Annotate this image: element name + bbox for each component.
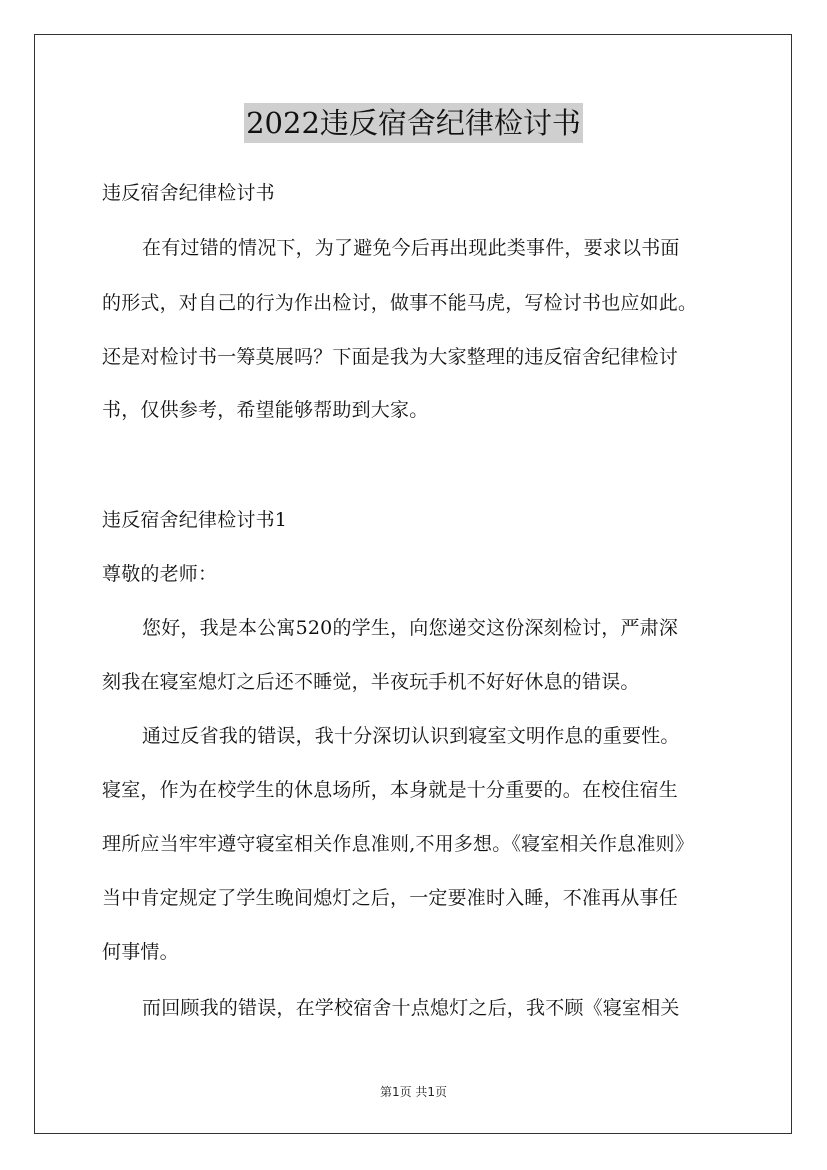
paragraph-line: 当中肯定规定了学生晚间熄灯之后，一定要准时入睡，不准再从事任 — [102, 887, 679, 909]
paragraph-line: 通过反省我的错误，我十分深切认识到寝室文明作息的重要性。 — [142, 725, 680, 747]
paragraph-line: 寝室，作为在校学生的休息场所，本身就是十分重要的。在校住宿生 — [102, 779, 679, 801]
paragraph-line: 在有过错的情况下，为了避免今后再出现此类事件，要求以书面 — [142, 237, 680, 259]
section-heading: 违反宿舍纪律检讨书1 — [102, 509, 288, 531]
page-footer: 第1页 共1页 — [379, 1085, 448, 1099]
document-title: 2022违反宿舍纪律检讨书 — [244, 103, 583, 143]
paragraph-line: 何事情。 — [102, 941, 179, 963]
paragraph-line: 理所应当牢牢遵守寝室相关作息准则,不用多想。《寝室相关作息准则》 — [102, 833, 694, 855]
section-heading: 违反宿舍纪律检讨书 — [102, 182, 275, 204]
paragraph-line: 书，仅供参考，希望能够帮助到大家。 — [102, 399, 429, 421]
paragraph-line: 还是对检讨书一筹莫展吗？下面是我为大家整理的违反宿舍纪律检讨 — [102, 346, 679, 368]
salutation: 尊敬的老师： — [102, 563, 218, 585]
paragraph-line: 您好，我是本公寓520的学生，向您递交这份深刻检讨，严肃深 — [142, 617, 679, 639]
title-container — [0, 103, 827, 143]
paragraph-line: 的形式，对自己的行为作出检讨，做事不能马虎，写检讨书也应如此。 — [102, 292, 698, 314]
paragraph-line: 而回顾我的错误，在学校宿舍十点熄灯之后，我不顾《寝室相关 — [142, 997, 680, 1019]
paragraph-line: 刻我在寝室熄灯之后还不睡觉，半夜玩手机不好好休息的错误。 — [102, 671, 640, 693]
